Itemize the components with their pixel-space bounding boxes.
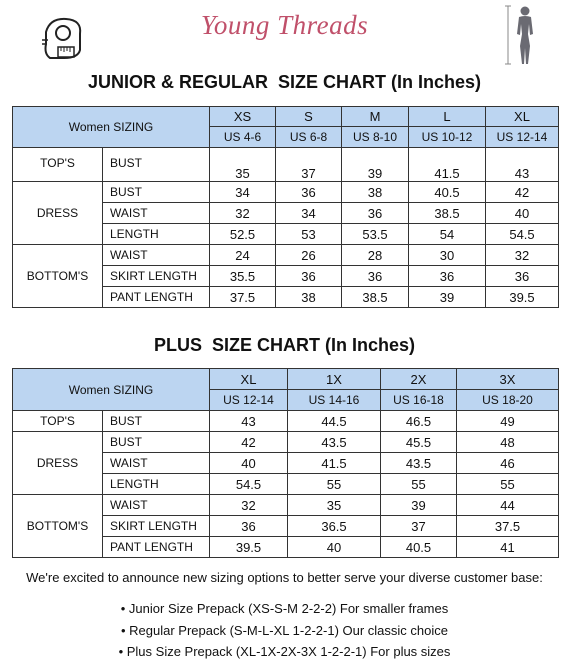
row-label: LENGTH: [103, 224, 210, 245]
table-cell: 38: [342, 182, 409, 203]
size-header: XS: [210, 107, 276, 127]
table-cell: 38.5: [409, 203, 486, 224]
table-cell: 35: [210, 148, 276, 182]
group-label-bottoms: BOTTOM'S: [13, 495, 103, 558]
table-cell: 39: [381, 495, 457, 516]
plus-chart-title: PLUS SIZE CHART (In Inches): [153, 335, 416, 355]
junior-regular-size-table: [12, 106, 559, 308]
size-header: 2X: [381, 369, 457, 390]
table-cell: 39: [409, 287, 486, 308]
table-cell: 41: [457, 537, 559, 558]
table-cell: 36: [276, 266, 342, 287]
table-cell: 49: [457, 411, 559, 432]
table-cell: 43: [210, 411, 288, 432]
table-cell: 43.5: [288, 432, 381, 453]
size-header: 1X: [288, 369, 381, 390]
table-cell: 54: [409, 224, 486, 245]
row-label: WAIST: [103, 203, 210, 224]
table-cell: 42: [486, 182, 559, 203]
us-size-header: US 14-16: [288, 390, 381, 411]
size-header: 3X: [457, 369, 559, 390]
us-size-header: US 12-14: [210, 390, 288, 411]
table-cell: 40: [210, 453, 288, 474]
group-label-tops: TOP'S: [13, 411, 103, 432]
row-label: PANT LENGTH: [103, 537, 210, 558]
table-cell: 45.5: [381, 432, 457, 453]
table-cell: 44.5: [288, 411, 381, 432]
table-cell: 34: [210, 182, 276, 203]
table-cell: 32: [486, 245, 559, 266]
us-size-header: US 12-14: [486, 127, 559, 148]
size-header: XL: [486, 107, 559, 127]
us-size-header: US 16-18: [381, 390, 457, 411]
table-cell: 36: [342, 203, 409, 224]
size-header: L: [409, 107, 486, 127]
table-cell: 42: [210, 432, 288, 453]
table-cell: 40: [486, 203, 559, 224]
us-size-header: US 10-12: [409, 127, 486, 148]
table-cell: 38: [276, 287, 342, 308]
row-label: LENGTH: [103, 474, 210, 495]
table-cell: 37: [381, 516, 457, 537]
table-cell: 54.5: [210, 474, 288, 495]
junior-regular-chart-title: JUNIOR & REGULAR SIZE CHART (In Inches): [87, 72, 482, 92]
us-size-header: US 8-10: [342, 127, 409, 148]
table-cell: 28: [342, 245, 409, 266]
us-size-header: US 4-6: [210, 127, 276, 148]
table-cell: 39: [342, 148, 409, 182]
row-label: BUST: [103, 411, 210, 432]
table-cell: 36.5: [288, 516, 381, 537]
table-cell: 55: [288, 474, 381, 495]
table-cell: 36: [409, 266, 486, 287]
table-cell: 26: [276, 245, 342, 266]
table-cell: 52.5: [210, 224, 276, 245]
bullet-item: • Plus Size Prepack (XL-1X-2X-3X 1-2-2-1) For plus sizes: [118, 644, 451, 659]
table-cell: 41.5: [288, 453, 381, 474]
row-label: PANT LENGTH: [103, 287, 210, 308]
row-label: WAIST: [103, 453, 210, 474]
group-label-bottoms: BOTTOM'S: [13, 245, 103, 308]
table-cell: 24: [210, 245, 276, 266]
table-cell: 32: [210, 495, 288, 516]
table-corner-label: Women SIZING: [13, 369, 210, 411]
row-label: WAIST: [103, 245, 210, 266]
table-cell: 40.5: [409, 182, 486, 203]
plus-size-table: [12, 368, 559, 558]
row-label: BUST: [103, 182, 210, 203]
table-cell: 36: [486, 266, 559, 287]
row-label: BUST: [103, 432, 210, 453]
bullet-item: • Junior Size Prepack (XS-S-M 2-2-2) For smaller frames: [120, 601, 449, 616]
row-label: BUST: [103, 148, 210, 182]
table-cell: 44: [457, 495, 559, 516]
table-cell: 48: [457, 432, 559, 453]
table-cell: 36: [342, 266, 409, 287]
brand-logo: Young Threads: [200, 10, 369, 40]
table-cell: 55: [457, 474, 559, 495]
row-label: WAIST: [103, 495, 210, 516]
table-cell: 53.5: [342, 224, 409, 245]
size-header: S: [276, 107, 342, 127]
table-cell: 32: [210, 203, 276, 224]
bullet-item: • Regular Prepack (S-M-L-XL 1-2-2-1) Our classic choice: [120, 623, 448, 638]
announcement-text: We're excited to announce new sizing options to better serve your diverse customer base:: [26, 570, 543, 585]
table-cell: 46: [457, 453, 559, 474]
table-cell: 39.5: [210, 537, 288, 558]
table-cell: 36: [210, 516, 288, 537]
table-cell: 43: [486, 148, 559, 182]
table-cell: 37: [276, 148, 342, 182]
table-cell: 30: [409, 245, 486, 266]
row-label: SKIRT LENGTH: [103, 516, 210, 537]
table-cell: 35.5: [210, 266, 276, 287]
table-cell: 46.5: [381, 411, 457, 432]
table-cell: 37.5: [457, 516, 559, 537]
table-cell: 39.5: [486, 287, 559, 308]
group-label-dress: DRESS: [13, 432, 103, 495]
table-cell: 34: [276, 203, 342, 224]
table-cell: 36: [276, 182, 342, 203]
table-cell: 54.5: [486, 224, 559, 245]
table-cell: 40: [288, 537, 381, 558]
table-cell: 53: [276, 224, 342, 245]
size-header: XL: [210, 369, 288, 390]
table-corner-label: Women SIZING: [13, 107, 210, 148]
group-label-tops: TOP'S: [13, 148, 103, 182]
row-label: SKIRT LENGTH: [103, 266, 210, 287]
table-cell: 37.5: [210, 287, 276, 308]
table-cell: 55: [381, 474, 457, 495]
us-size-header: US 18-20: [457, 390, 559, 411]
table-cell: 35: [288, 495, 381, 516]
table-cell: 43.5: [381, 453, 457, 474]
table-cell: 40.5: [381, 537, 457, 558]
table-cell: 41.5: [409, 148, 486, 182]
body-measurement-figure-icon: [503, 4, 543, 71]
group-label-dress: DRESS: [13, 182, 103, 245]
table-cell: 38.5: [342, 287, 409, 308]
us-size-header: US 6-8: [276, 127, 342, 148]
size-header: M: [342, 107, 409, 127]
